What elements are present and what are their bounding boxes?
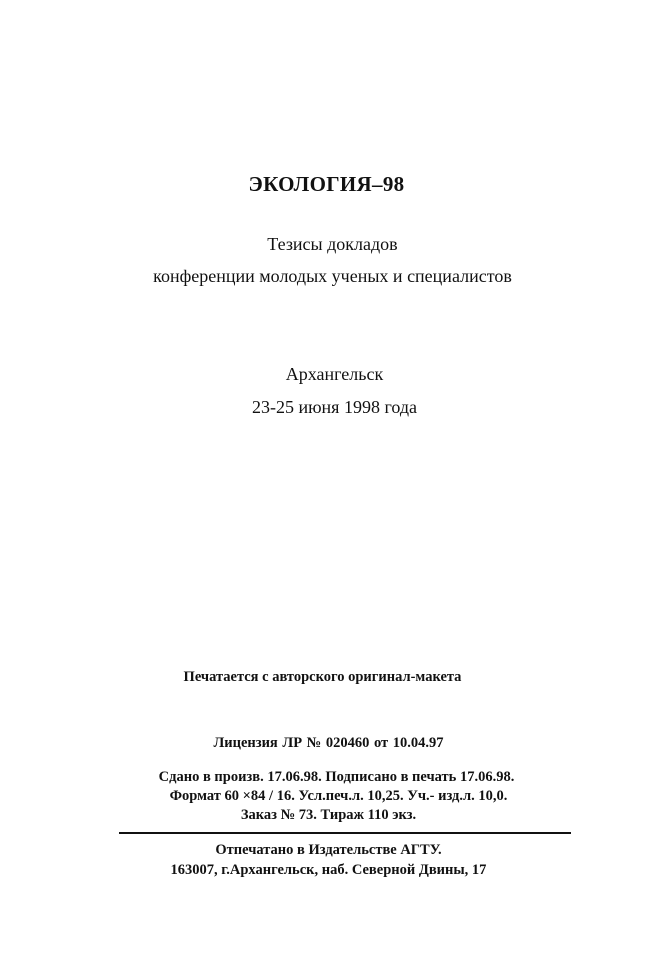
- imprint-printed-from: Печатается с авторского оригинал-макета: [183, 669, 462, 685]
- imprint-printed-at: Отпечатано в Издательстве АГТУ.: [215, 842, 442, 858]
- imprint-license: Лицензия ЛР № 020460 от 10.04.97: [213, 735, 444, 751]
- imprint-address: 163007, г.Архангельск, наб. Северной Двины, 17: [170, 862, 487, 878]
- imprint-order: Заказ № 73. Тираж 110 экз.: [240, 807, 417, 823]
- conference-dates: 23-25 июня 1998 года: [251, 397, 418, 417]
- document-title: ЭКОЛОГИЯ–98: [248, 172, 405, 196]
- imprint-submitted: Сдано в произв. 17.06.98. Подписано в печать 17.06.98.: [158, 769, 515, 785]
- subtitle-line-2: конференции молодых ученых и специалистов: [153, 266, 512, 286]
- subtitle-line-1: Тезисы докладов: [267, 234, 398, 254]
- imprint-divider: [119, 832, 571, 834]
- conference-place: Архангельск: [285, 364, 384, 384]
- imprint-format: Формат 60 ×84 / 16. Усл.печ.л. 10,25. Уч.- изд.л. 10,0.: [169, 788, 508, 804]
